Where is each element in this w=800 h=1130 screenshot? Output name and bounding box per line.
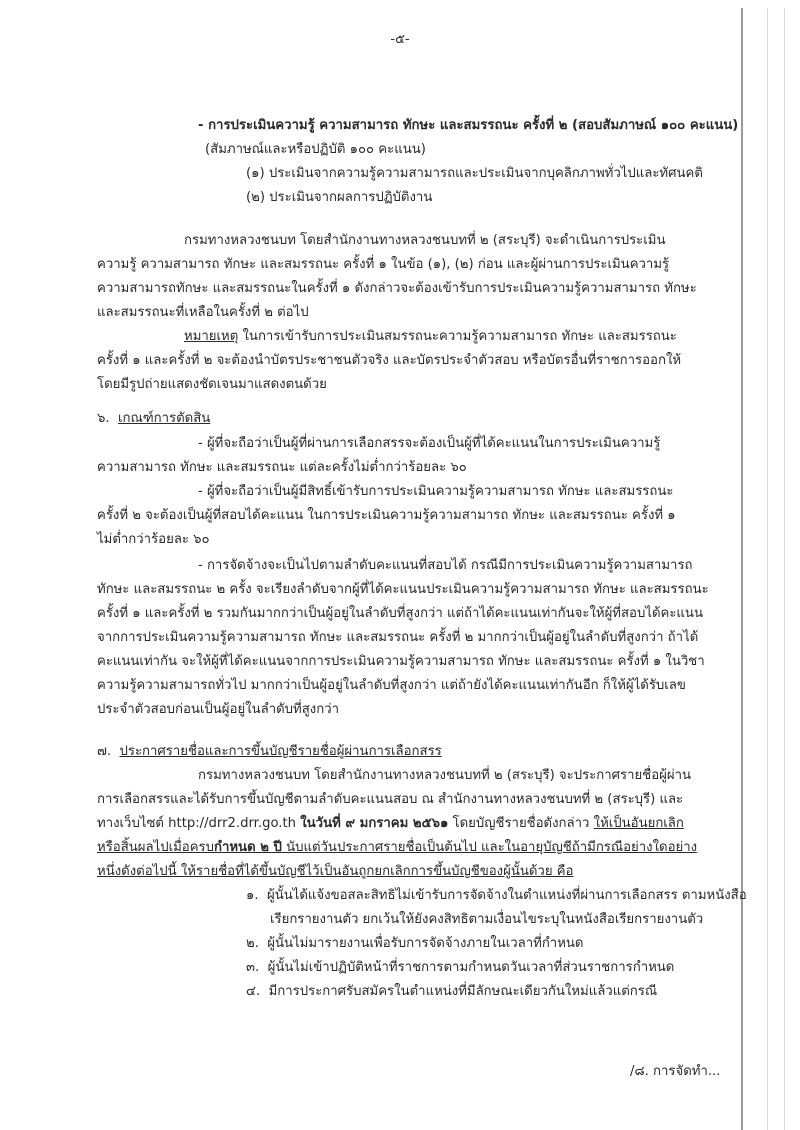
s6-b2-l3: ไม่ต่ำกว่าร้อยละ ๖๐: [97, 532, 210, 547]
stage2-item-2: (๒) ประเมินจากผลการปฏิบัติงาน: [246, 190, 433, 205]
section7-heading: ๗. ประกาศรายชื่อและการขึ้นบัญชีรายชื่อผู้ผ่านการเลือกสรร: [97, 744, 442, 759]
s7-line-1: กรมทางหลวงชนบท โดยสำนักงานทางหลวงชนบทที่ ๒ (สระบุรี) จะประกาศรายชื่อผู้ผ่าน: [198, 768, 691, 783]
s7-item-4: ๔. มีการประกาศรับสมัครในตำแหน่งที่มีลักษณะเดียวกันใหม่แล้วแต่กรณี: [246, 984, 658, 999]
para1-line-4: และสมรรถนะที่เหลือในครั้งที่ ๒ ต่อไป: [97, 305, 309, 320]
s6-b3-l4: จากการประเมินความรู้ความสามารถ ทักษะ และสมรรถนะ ครั้งที่ ๒ มากกว่าเป็นผู้อยู่ในลำดับที่สูงกว่า ถ้าได้: [97, 630, 699, 645]
s6-b1-l1: - ผู้ที่จะถือว่าเป็นผู้ที่ผ่านการเลือกสรรจะต้องเป็นผู้ที่ได้คะแนนในการประเมินความรู้: [198, 436, 661, 451]
s7-item-3: ๓. ผู้นั้นไม่เข้าปฏิบัติหน้าที่ราชการตามกำหนดวันเวลาที่ส่วนราชการกำหนด: [246, 960, 675, 975]
s6-b3-l3: ครั้งที่ ๑ และครั้งที่ ๒ รวมกันมากกว่าเป็นผู้อยู่ในลำดับที่สูงกว่า แต่ถ้าได้คะแนนเท่ากันจะให้ผู้ที่สอบได้คะแนน: [97, 606, 703, 621]
note-line-1: หมายเหตุ ในการเข้ารับการประเมินสมรรถนะความรู้ความสามารถ ทักษะ และสมรรถนะ: [184, 329, 677, 344]
s6-b3-l6: ความรู้ความสามารถทั่วไป มากกว่าเป็นผู้อยู่ในลำดับที่สูงกว่า แต่ถ้ายังได้คะแนนเท่ากันอีก ก็ให้ผู้ได้รับเลข: [97, 678, 686, 693]
note-label: หมายเหตุ: [184, 329, 239, 344]
s6-b3-l2: ทักษะ และสมรรถนะ ๒ ครั้ง จะเรียงลำดับจากผู้ที่ได้คะแนนประเมินความรู้ความสามารถ ทักษะ และสมรรถนะ: [97, 582, 709, 597]
note-line-2: ครั้งที่ ๑ และครั้งที่ ๒ จะต้องนำบัตรประชาชนตัวจริง และบัตรประจำตัวสอบ หรือบัตรอื่นที่ราชการออกให้: [97, 353, 682, 368]
s6-b2-l2: ครั้งที่ ๒ จะต้องเป็นผู้ที่สอบได้คะแนน ในการประเมินความรู้ความสามารถ ทักษะ และสมรรถนะ ครั้งที่ ๑: [97, 508, 676, 523]
s7-line-2: การเลือกสรรและได้รับการขึ้นบัญชีตามลำดับคะแนนสอบ ณ สำนักงานทางหลวงชนบทที่ ๒ (สระบุรี) และ: [97, 792, 684, 807]
continuation-note: /๘. การจัดทำ...: [630, 1064, 721, 1079]
scan-edge-line: [741, 8, 743, 1130]
para1-line-2: ความรู้ ความสามารถ ทักษะ และสมรรถนะ ครั้งที่ ๑ ในข้อ (๑), (๒) ก่อน และผู้ผ่านการประเมินความรู้: [97, 257, 670, 272]
page-number: -๕-: [390, 32, 410, 47]
s6-b3-l7: ประจำตัวสอบก่อนเป็นผู้อยู่ในลำดับที่สูงกว่า: [97, 702, 340, 717]
announce-date: ในวันที่ ๙ มกราคม ๒๕๖๑: [300, 816, 449, 831]
stage2-sub: (สัมภาษณ์และหรือปฏิบัติ ๑๐๐ คะแนน): [205, 142, 426, 157]
section7-title: ประกาศรายชื่อและการขึ้นบัญชีรายชื่อผู้ผ่านการเลือกสรร: [119, 744, 442, 759]
scan-edge-line-faint: [767, 8, 768, 1130]
s6-b3-l1: - การจัดจ้างจะเป็นไปตามลำดับคะแนนที่สอบได้ กรณีมีการประเมินความรู้ความสามารถ: [198, 558, 693, 573]
para1-line-3: ความสามารถทักษะ และสมรรถนะในครั้งที่ ๑ ดังกล่าวจะต้องเข้ารับการประเมินความรู้ความสามารถ ทักษะ: [97, 281, 697, 296]
scan-edge-line-faint: [784, 8, 785, 1130]
s7-line-3: ทางเว็บไซต์ http://drr2.drr.go.th ในวันที่ ๙ มกราคม ๒๕๖๑ โดยบัญชีรายชื่อดังกล่าว ให้เป็นอันยกเลิก: [97, 816, 684, 831]
s7-line-4: หรือสิ้นผลไปเมื่อครบกำหนด ๒ ปี นับแต่วันประกาศรายชื่อเป็นต้นไป และในอายุบัญชีถ้ามีกรณีอย่างใดอย่าง: [97, 840, 698, 855]
s6-b3-l5: คะแนนเท่ากัน จะให้ผู้ที่ได้คะแนนจากการประเมินความรู้ความสามารถ ทักษะ และสมรรถนะ ครั้งที่ ๑ ในวิชา: [97, 654, 705, 669]
s7-line-5: หนึ่งดังต่อไปนี้ ให้รายชื่อที่ได้ขึ้นบัญชีไว้เป็นอันถูกยกเลิกการขึ้นบัญชีของผู้นั้นด้วย คือ: [97, 864, 574, 879]
section6-title: เกณฑ์การตัดสิน: [117, 411, 211, 426]
para1-line-1: กรมทางหลวงชนบท โดยสำนักงานทางหลวงชนบทที่ ๒ (สระบุรี) จะดำเนินการประเมิน: [184, 233, 666, 248]
section6-heading: ๖. เกณฑ์การตัดสิน: [97, 411, 211, 426]
s6-b2-l1: - ผู้ที่จะถือว่าเป็นผู้มีสิทธิ์เข้ารับการประเมินความรู้ความสามารถ ทักษะ และสมรรถนะ: [198, 484, 674, 499]
stage2-item-1: (๑) ประเมินจากความรู้ความสามารถและประเมินจากบุคลิกภาพทั่วไปและทัศนคติ: [246, 166, 703, 181]
stage2-heading: - การประเมินความรู้ ความสามารถ ทักษะ และสมรรถนะ ครั้งที่ ๒ (สอบสัมภาษณ์ ๑๐๐ คะแนน): [198, 118, 739, 133]
s7-item-1: ๑. ผู้นั้นได้แจ้งขอสละสิทธิไม่เข้ารับการจัดจ้างในตำแหน่งที่ผ่านการเลือกสรร ตามหนังสือ: [246, 888, 747, 903]
s7-item-2: ๒. ผู้นั้นไม่มารายงานเพื่อรับการจัดจ้างภายในเวลาที่กำหนด: [246, 936, 584, 951]
s6-b1-l2: ความสามารถ ทักษะ และสมรรถนะ แต่ละครั้งไม่ต่ำกว่าร้อยละ ๖๐: [97, 460, 467, 475]
s7-item-1-cont: เรียกรายงานตัว ยกเว้นให้ยังคงสิทธิตามเงื่อนไขระบุในหนังสือเรียกรายงานตัว: [270, 912, 704, 927]
note-line-3: โดยมีรูปถ่ายแสดงชัดเจนมาแสดงตนด้วย: [97, 377, 327, 392]
